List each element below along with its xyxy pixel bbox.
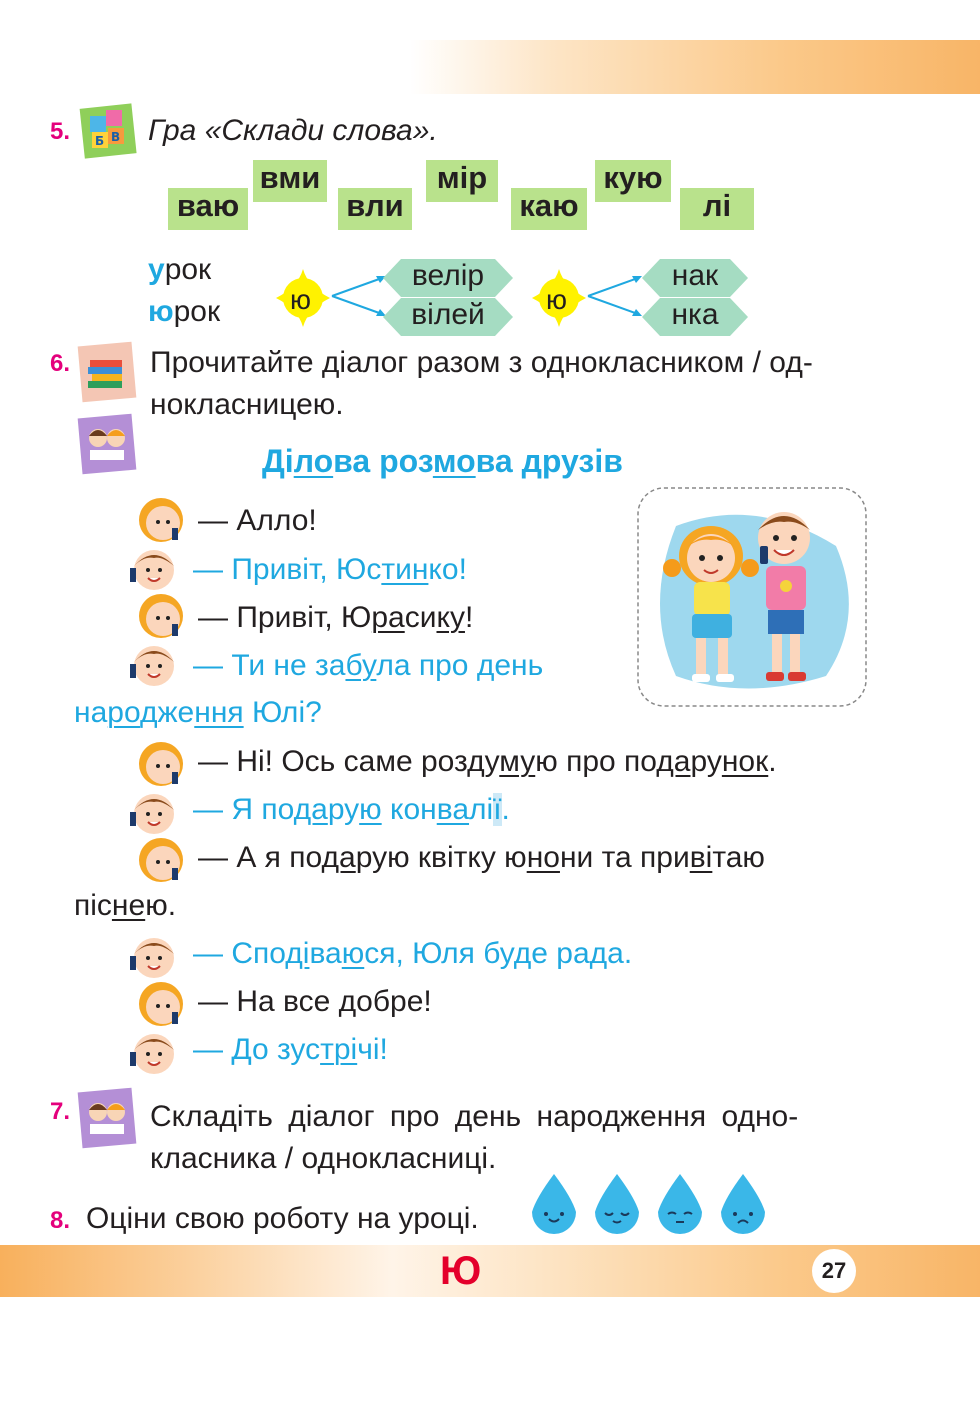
girl-avatar-icon [134,976,188,1030]
dialog-line-girl: — А я подарую квітку юнони та привітаю [198,841,765,874]
task6-instruction-line2: нокласницею. [150,388,344,421]
happy-drop-icon[interactable] [528,1172,580,1234]
dialog-line-boy: — Я подарую конвалії. [193,793,510,826]
content-drop-icon[interactable] [591,1172,643,1234]
boy-avatar-icon [126,784,180,838]
target-word: вілей [383,298,513,336]
syllable-card: мір [426,160,498,202]
children-reading-icon [76,412,138,478]
task7-line1: Складіть діалог про день народження одно- [150,1100,799,1133]
page-number: 27 [812,1249,856,1293]
dialog-line-boy: — Сподіваюся, Юля буде рада. [193,937,633,970]
books-icon [76,340,138,406]
target-word: нак [642,259,748,297]
boy-avatar-icon [126,928,180,982]
task5-title: Гра «Склади слова». [148,114,438,147]
girl-avatar-icon [134,588,188,642]
arrows-icon [330,268,390,324]
target-word: велір [383,259,513,297]
dialog-line-girl: — Привіт, Юрасику! [198,601,474,634]
neutral-drop-icon[interactable] [654,1172,706,1234]
task5-number: 5. [50,118,71,145]
kids-on-phone-illustration [636,486,868,708]
dialog-line-girl-cont: піснею. [74,889,177,922]
dialog-line-girl: — Ні! Ось саме роздумую про подарунок. [198,745,777,778]
boy-avatar-icon [126,1024,180,1078]
girl-avatar-icon [134,492,188,546]
syllable-card: ваю [168,188,248,230]
children-reading-icon [76,1086,138,1152]
dialog-line-boy: — Привіт, Юстинко! [193,553,467,586]
syllable-card: вли [338,188,412,230]
dialog-line-boy: — До зустрічі! [193,1033,388,1066]
dialog-heading: Ділова розмова друзів [262,443,623,479]
task8-number: 8. [50,1207,71,1234]
task8-text: Оціни свою роботу на уроці. [86,1202,479,1235]
sad-drop-icon[interactable] [717,1172,769,1234]
top-decor-band [410,40,980,94]
boy-avatar-icon [126,636,180,690]
syllable-card: кую [595,160,671,202]
svg-text:Б: Б [95,134,105,148]
boy-avatar-icon [126,540,180,594]
task6-instruction-line1: Прочитайте діалог разом з однокласником / од- [150,346,813,379]
hub-letter: ю [546,284,567,315]
word-urok: урок [148,253,212,286]
girl-avatar-icon [134,832,188,886]
dialog-line-boy-cont: народження Юлі? [74,696,322,729]
syllable-card: вми [253,160,327,202]
syllable-card: каю [511,188,587,230]
target-word: нка [642,298,748,336]
hub-letter: ю [290,284,311,315]
arrows-icon [586,268,646,324]
svg-text:В: В [111,130,121,144]
syllable-card: лі [680,188,754,230]
letter-blocks-icon [78,100,138,160]
word-yurok: юрок [148,295,221,328]
dialog-line-boy: — Ти не забула про день [193,649,544,682]
task6-number: 6. [50,350,71,377]
girl-avatar-icon [134,736,188,790]
dialog-line-girl: — Алло! [198,504,317,537]
task7-number: 7. [50,1098,71,1125]
task7-line2: класника / однокласниці. [150,1142,497,1175]
footer-letter: Ю [440,1249,482,1293]
dialog-line-girl: — На все добре! [198,985,432,1018]
